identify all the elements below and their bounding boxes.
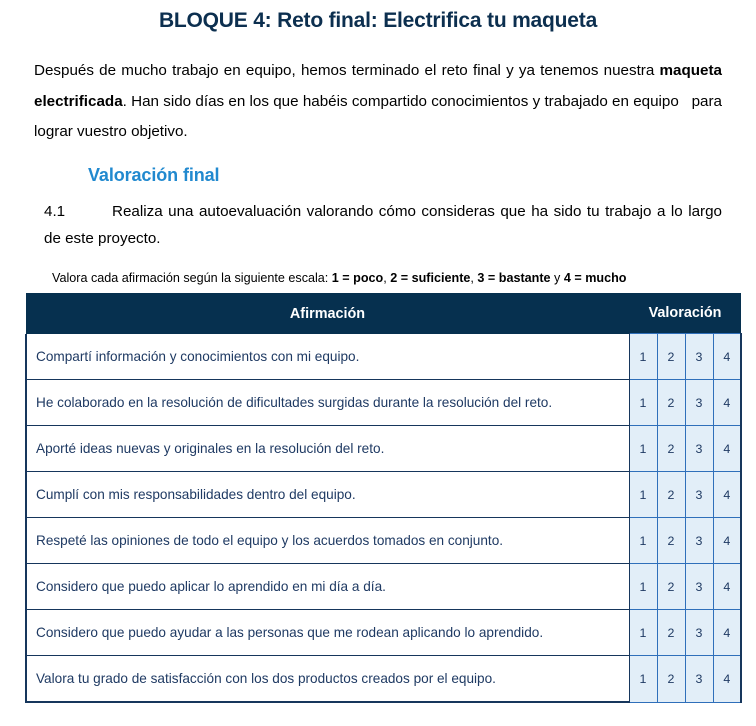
- statement-cell: Considero que puedo aplicar lo aprendido en mi día a día.: [26, 564, 629, 610]
- column-header-afirmacion: Afirmación: [26, 293, 629, 334]
- question-text: Realiza una autoevaluación valorando cómo consideras que ha sido tu trabajo a lo largo de este proyecto.: [44, 203, 722, 247]
- statement-cell: He colaborado en la resolución de dificultades surgidas durante la resolución del reto.: [26, 380, 629, 426]
- statement-cell: Aporté ideas nuevas y originales en la resolución del reto.: [26, 426, 629, 472]
- rating-option-1[interactable]: 1: [629, 472, 657, 518]
- rating-option-1[interactable]: 1: [629, 610, 657, 656]
- scale-value-2: 2 = suficiente: [390, 270, 471, 285]
- table-row: [26, 564, 741, 610]
- column-header-valoracion: Valoración: [629, 293, 741, 334]
- statement-cell: Valora tu grado de satisfacción con los dos productos creados por el equipo.: [26, 656, 629, 703]
- rating-option-3[interactable]: 3: [685, 656, 713, 703]
- rating-option-2[interactable]: 2: [657, 380, 685, 426]
- rating-option-3[interactable]: 3: [685, 426, 713, 472]
- table-row: [26, 426, 741, 472]
- rating-option-4[interactable]: 4: [713, 380, 741, 426]
- rating-option-2[interactable]: 2: [657, 656, 685, 703]
- rating-option-4[interactable]: 4: [713, 472, 741, 518]
- scale-sep-1: ,: [383, 270, 391, 285]
- table-row: [26, 472, 741, 518]
- scale-sep-3: y: [550, 270, 564, 285]
- rating-option-4[interactable]: 4: [713, 334, 741, 380]
- statement-cell: Cumplí con mis responsabilidades dentro del equipo.: [26, 472, 629, 518]
- rating-option-4[interactable]: 4: [713, 426, 741, 472]
- scale-legend: [0, 252, 756, 287]
- scale-value-4: 4 = mucho: [563, 270, 627, 285]
- evaluation-table-wrapper: [0, 286, 756, 703]
- scale-value-1: 1 = poco: [331, 270, 384, 285]
- rating-option-3[interactable]: 3: [685, 380, 713, 426]
- table-row: [26, 380, 741, 426]
- scale-sep-2: ,: [470, 270, 478, 285]
- rating-option-4[interactable]: 4: [713, 518, 741, 564]
- rating-option-2[interactable]: 2: [657, 426, 685, 472]
- rating-option-1[interactable]: 1: [629, 334, 657, 380]
- rating-option-4[interactable]: 4: [713, 656, 741, 703]
- scale-legend-prefix: Valora cada afirmación según la siguiente escala:: [52, 270, 332, 285]
- rating-option-1[interactable]: 1: [629, 426, 657, 472]
- table-row: [26, 334, 741, 380]
- rating-option-2[interactable]: 2: [657, 564, 685, 610]
- page-title: BLOQUE 4: Reto final: Electrifica tu maqueta: [158, 9, 598, 32]
- rating-option-3[interactable]: 3: [685, 610, 713, 656]
- intro-paragraph: [0, 34, 756, 147]
- intro-text-part2: . Han sido días en los que habéis compartido conocimientos y trabajado en equipo para lograr vuestro objetivo.: [34, 92, 727, 141]
- question-4-1: [0, 186, 756, 251]
- statement-cell: Compartí información y conocimientos con mi equipo.: [26, 334, 629, 380]
- table-row: [26, 610, 741, 656]
- section-heading-valoracion-final: Valoración final: [88, 165, 220, 186]
- question-number: 4.1: [44, 203, 66, 221]
- rating-option-1[interactable]: 1: [629, 380, 657, 426]
- rating-option-2[interactable]: 2: [657, 518, 685, 564]
- statement-cell: Considero que puedo ayudar a las personas que me rodean aplicando lo aprendido.: [26, 610, 629, 656]
- table-row: [26, 656, 741, 703]
- table-body: [26, 334, 741, 703]
- table-header-row: [26, 293, 741, 334]
- intro-bold-phrase: maqueta electrificada: [34, 62, 727, 110]
- rating-option-1[interactable]: 1: [629, 518, 657, 564]
- rating-option-1[interactable]: 1: [629, 656, 657, 703]
- rating-option-2[interactable]: 2: [657, 334, 685, 380]
- rating-option-2[interactable]: 2: [657, 472, 685, 518]
- rating-option-3[interactable]: 3: [685, 518, 713, 564]
- table-row: [26, 518, 741, 564]
- rating-option-2[interactable]: 2: [657, 610, 685, 656]
- statement-cell: Respeté las opiniones de todo el equipo y los acuerdos tomados en conjunto.: [26, 518, 629, 564]
- intro-text-part1: Después de mucho trabajo en equipo, hemos terminado el reto final y ya tenemos nuestra: [34, 62, 660, 80]
- rating-option-3[interactable]: 3: [685, 564, 713, 610]
- scale-value-3: 3 = bastante: [477, 270, 551, 285]
- rating-option-1[interactable]: 1: [629, 564, 657, 610]
- rating-option-4[interactable]: 4: [713, 564, 741, 610]
- rating-option-3[interactable]: 3: [685, 472, 713, 518]
- self-evaluation-table: [25, 293, 742, 703]
- rating-option-4[interactable]: 4: [713, 610, 741, 656]
- rating-option-3[interactable]: 3: [685, 334, 713, 380]
